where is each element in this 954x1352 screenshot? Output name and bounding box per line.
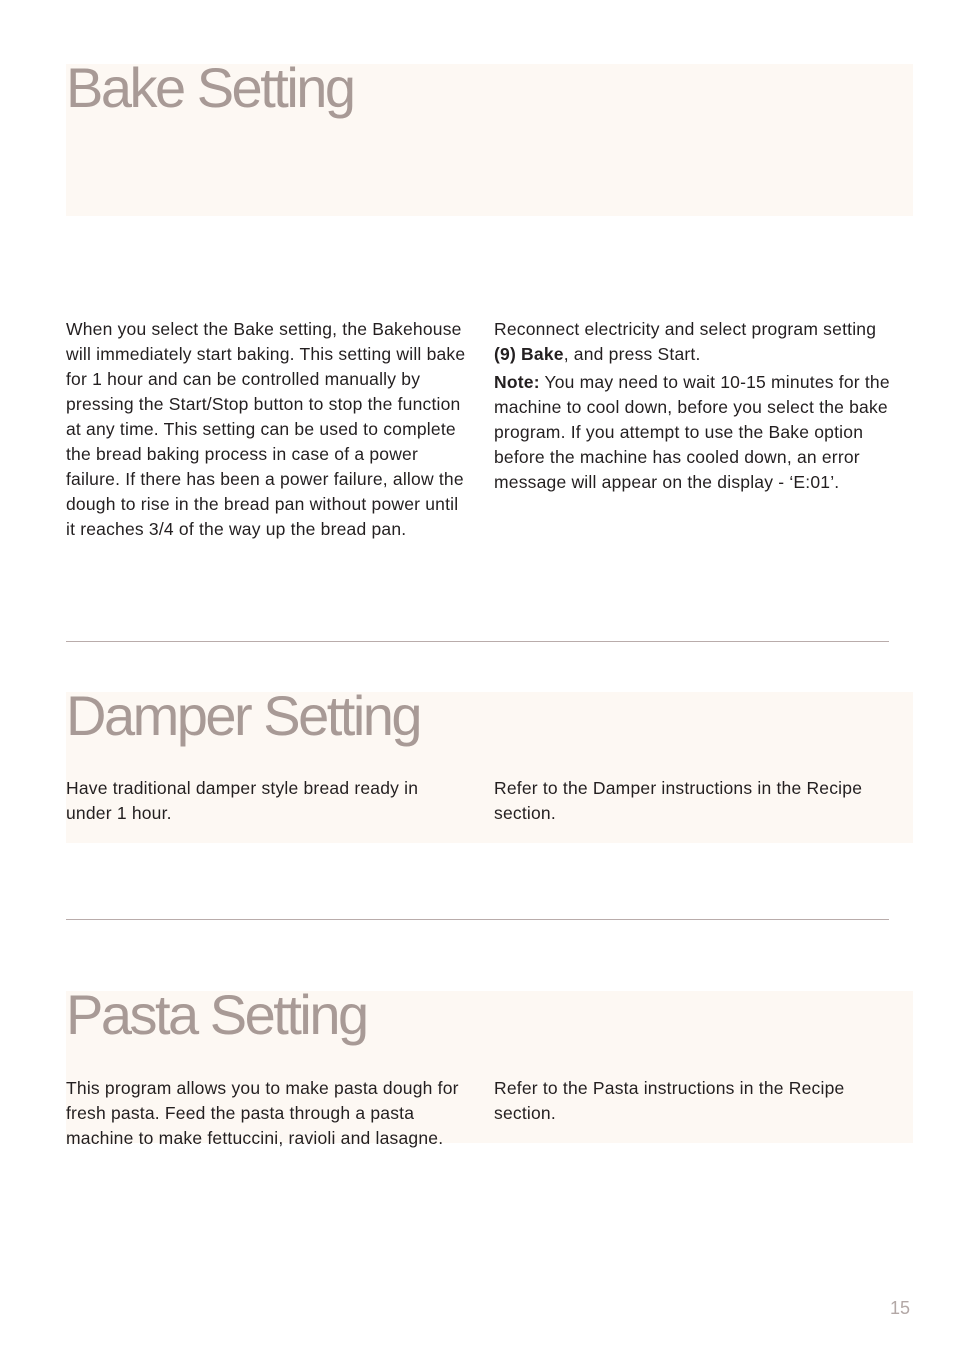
section-divider-1 bbox=[66, 641, 889, 642]
damper-left-column bbox=[66, 776, 466, 826]
pasta-setting-title: Pasta Setting bbox=[66, 983, 367, 1046]
bake-right-column bbox=[494, 317, 896, 495]
bake-program-label: (9) Bake bbox=[494, 344, 564, 364]
bake-note bbox=[494, 370, 896, 495]
damper-setting-title: Damper Setting bbox=[66, 684, 421, 747]
bake-description: When you select the Bake setting, the Bakehouse will immediately start baking. This setting will bake for 1 hour and can be controlled manually by pressing the Start/Stop button to stop the function at any time. This setting can be used to complete the bread baking process in case of a power failure. If there has been a power failure, allow the dough to rise in the bread pan without power until it reaches 3/4 of the way up the bread pan. bbox=[66, 319, 466, 539]
bake-instructions-text-2: , and press Start. bbox=[563, 344, 701, 364]
damper-instructions: Refer to the Damper instructions in the Recipe section. bbox=[494, 778, 863, 823]
note-label: Note: bbox=[494, 372, 540, 392]
damper-description: Have traditional damper style bread ready in under 1 hour. bbox=[66, 778, 419, 823]
damper-right-column bbox=[494, 776, 896, 826]
section-divider-2 bbox=[66, 919, 889, 920]
note-text: You may need to wait 10-15 minutes for the machine to cool down, before you select the bake program. If you attempt to use the Bake option before the machine has cooled down, an error message will appear on the display - ‘E:01’. bbox=[494, 372, 890, 492]
pasta-instructions: Refer to the Pasta instructions in the Recipe section. bbox=[494, 1078, 845, 1123]
bake-instructions bbox=[494, 317, 896, 367]
bake-left-column bbox=[66, 317, 466, 542]
bake-instructions-text-1: Reconnect electricity and select program setting bbox=[494, 319, 877, 339]
bake-setting-title: Bake Setting bbox=[66, 56, 354, 119]
pasta-left-column bbox=[66, 1076, 466, 1151]
pasta-right-column bbox=[494, 1076, 896, 1126]
page-number: 15 bbox=[889, 1298, 910, 1318]
pasta-description: This program allows you to make pasta dough for fresh pasta. Feed the pasta through a pasta machine to make fettuccini, ravioli and lasagne. bbox=[66, 1078, 459, 1148]
